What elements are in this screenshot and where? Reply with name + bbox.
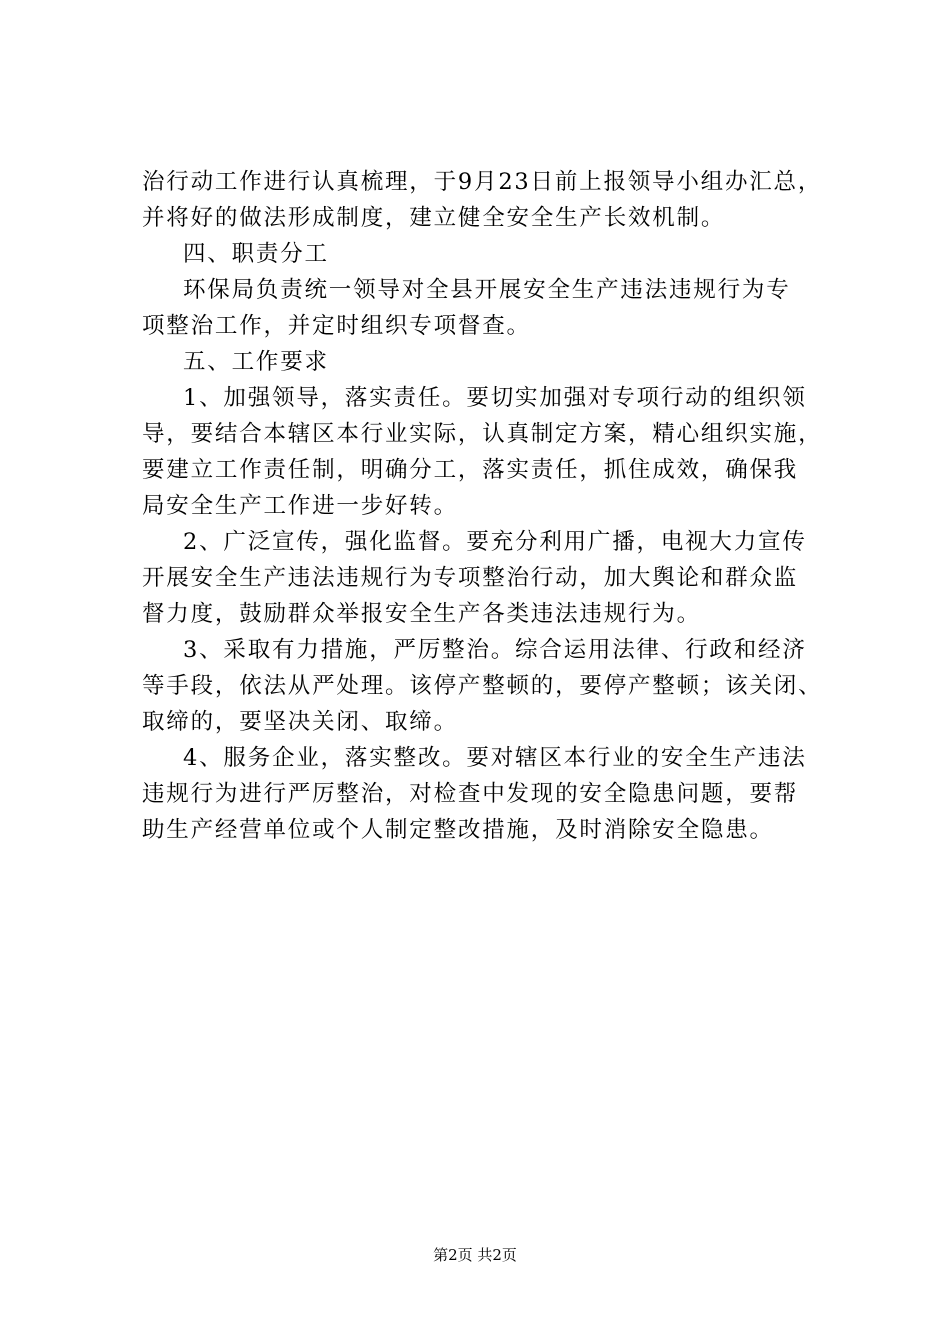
text-line: 治行动工作进行认真梳理，于9月23日前上报领导小组办汇总， bbox=[142, 169, 823, 195]
text-line: 环保局负责统一领导对全县开展安全生产违法违规行为专 bbox=[183, 277, 791, 303]
section-heading: 五、工作要求 bbox=[183, 349, 329, 375]
text-line: 项整治工作，并定时组织专项督查。 bbox=[142, 313, 531, 339]
text-line: 并将好的做法形成制度，建立健全安全生产长效机制。 bbox=[142, 205, 726, 231]
page-number-label: 第2页 共2页 bbox=[433, 1246, 517, 1264]
text-line: 2、广泛宣传，强化监督。要充分利用广播，电视大力宣传 bbox=[183, 529, 807, 555]
text-line: 违规行为进行严厉整治，对检查中发现的安全隐患问题，要帮 bbox=[142, 781, 799, 807]
document-body bbox=[142, 164, 842, 848]
text-line: 要建立工作责任制，明确分工，落实责任，抓住成效，确保我 bbox=[142, 457, 799, 483]
text-line: 取缔的，要坚决关闭、取缔。 bbox=[142, 709, 458, 735]
text-line: 助生产经营单位或个人制定整改措施，及时消除安全隐患。 bbox=[142, 817, 774, 843]
text-line: 1、加强领导，落实责任。要切实加强对专项行动的组织领 bbox=[183, 385, 807, 411]
text-line: 等手段，依法从严处理。该停产整顿的，要停产整顿；该关闭、 bbox=[142, 673, 823, 699]
text-line: 局安全生产工作进一步好转。 bbox=[142, 493, 458, 519]
text-line: 督力度，鼓励群众举报安全生产各类违法违规行为。 bbox=[142, 601, 701, 627]
text-line: 4、服务企业，落实整改。要对辖区本行业的安全生产违法 bbox=[183, 745, 807, 771]
section-heading: 四、职责分工 bbox=[183, 241, 329, 267]
text-line: 导，要结合本辖区本行业实际，认真制定方案，精心组织实施， bbox=[142, 421, 823, 447]
text-line: 开展安全生产违法违规行为专项整治行动，加大舆论和群众监 bbox=[142, 565, 799, 591]
page-footer bbox=[0, 1245, 950, 1265]
text-line: 3、采取有力措施，严厉整治。综合运用法律、行政和经济 bbox=[183, 637, 807, 663]
